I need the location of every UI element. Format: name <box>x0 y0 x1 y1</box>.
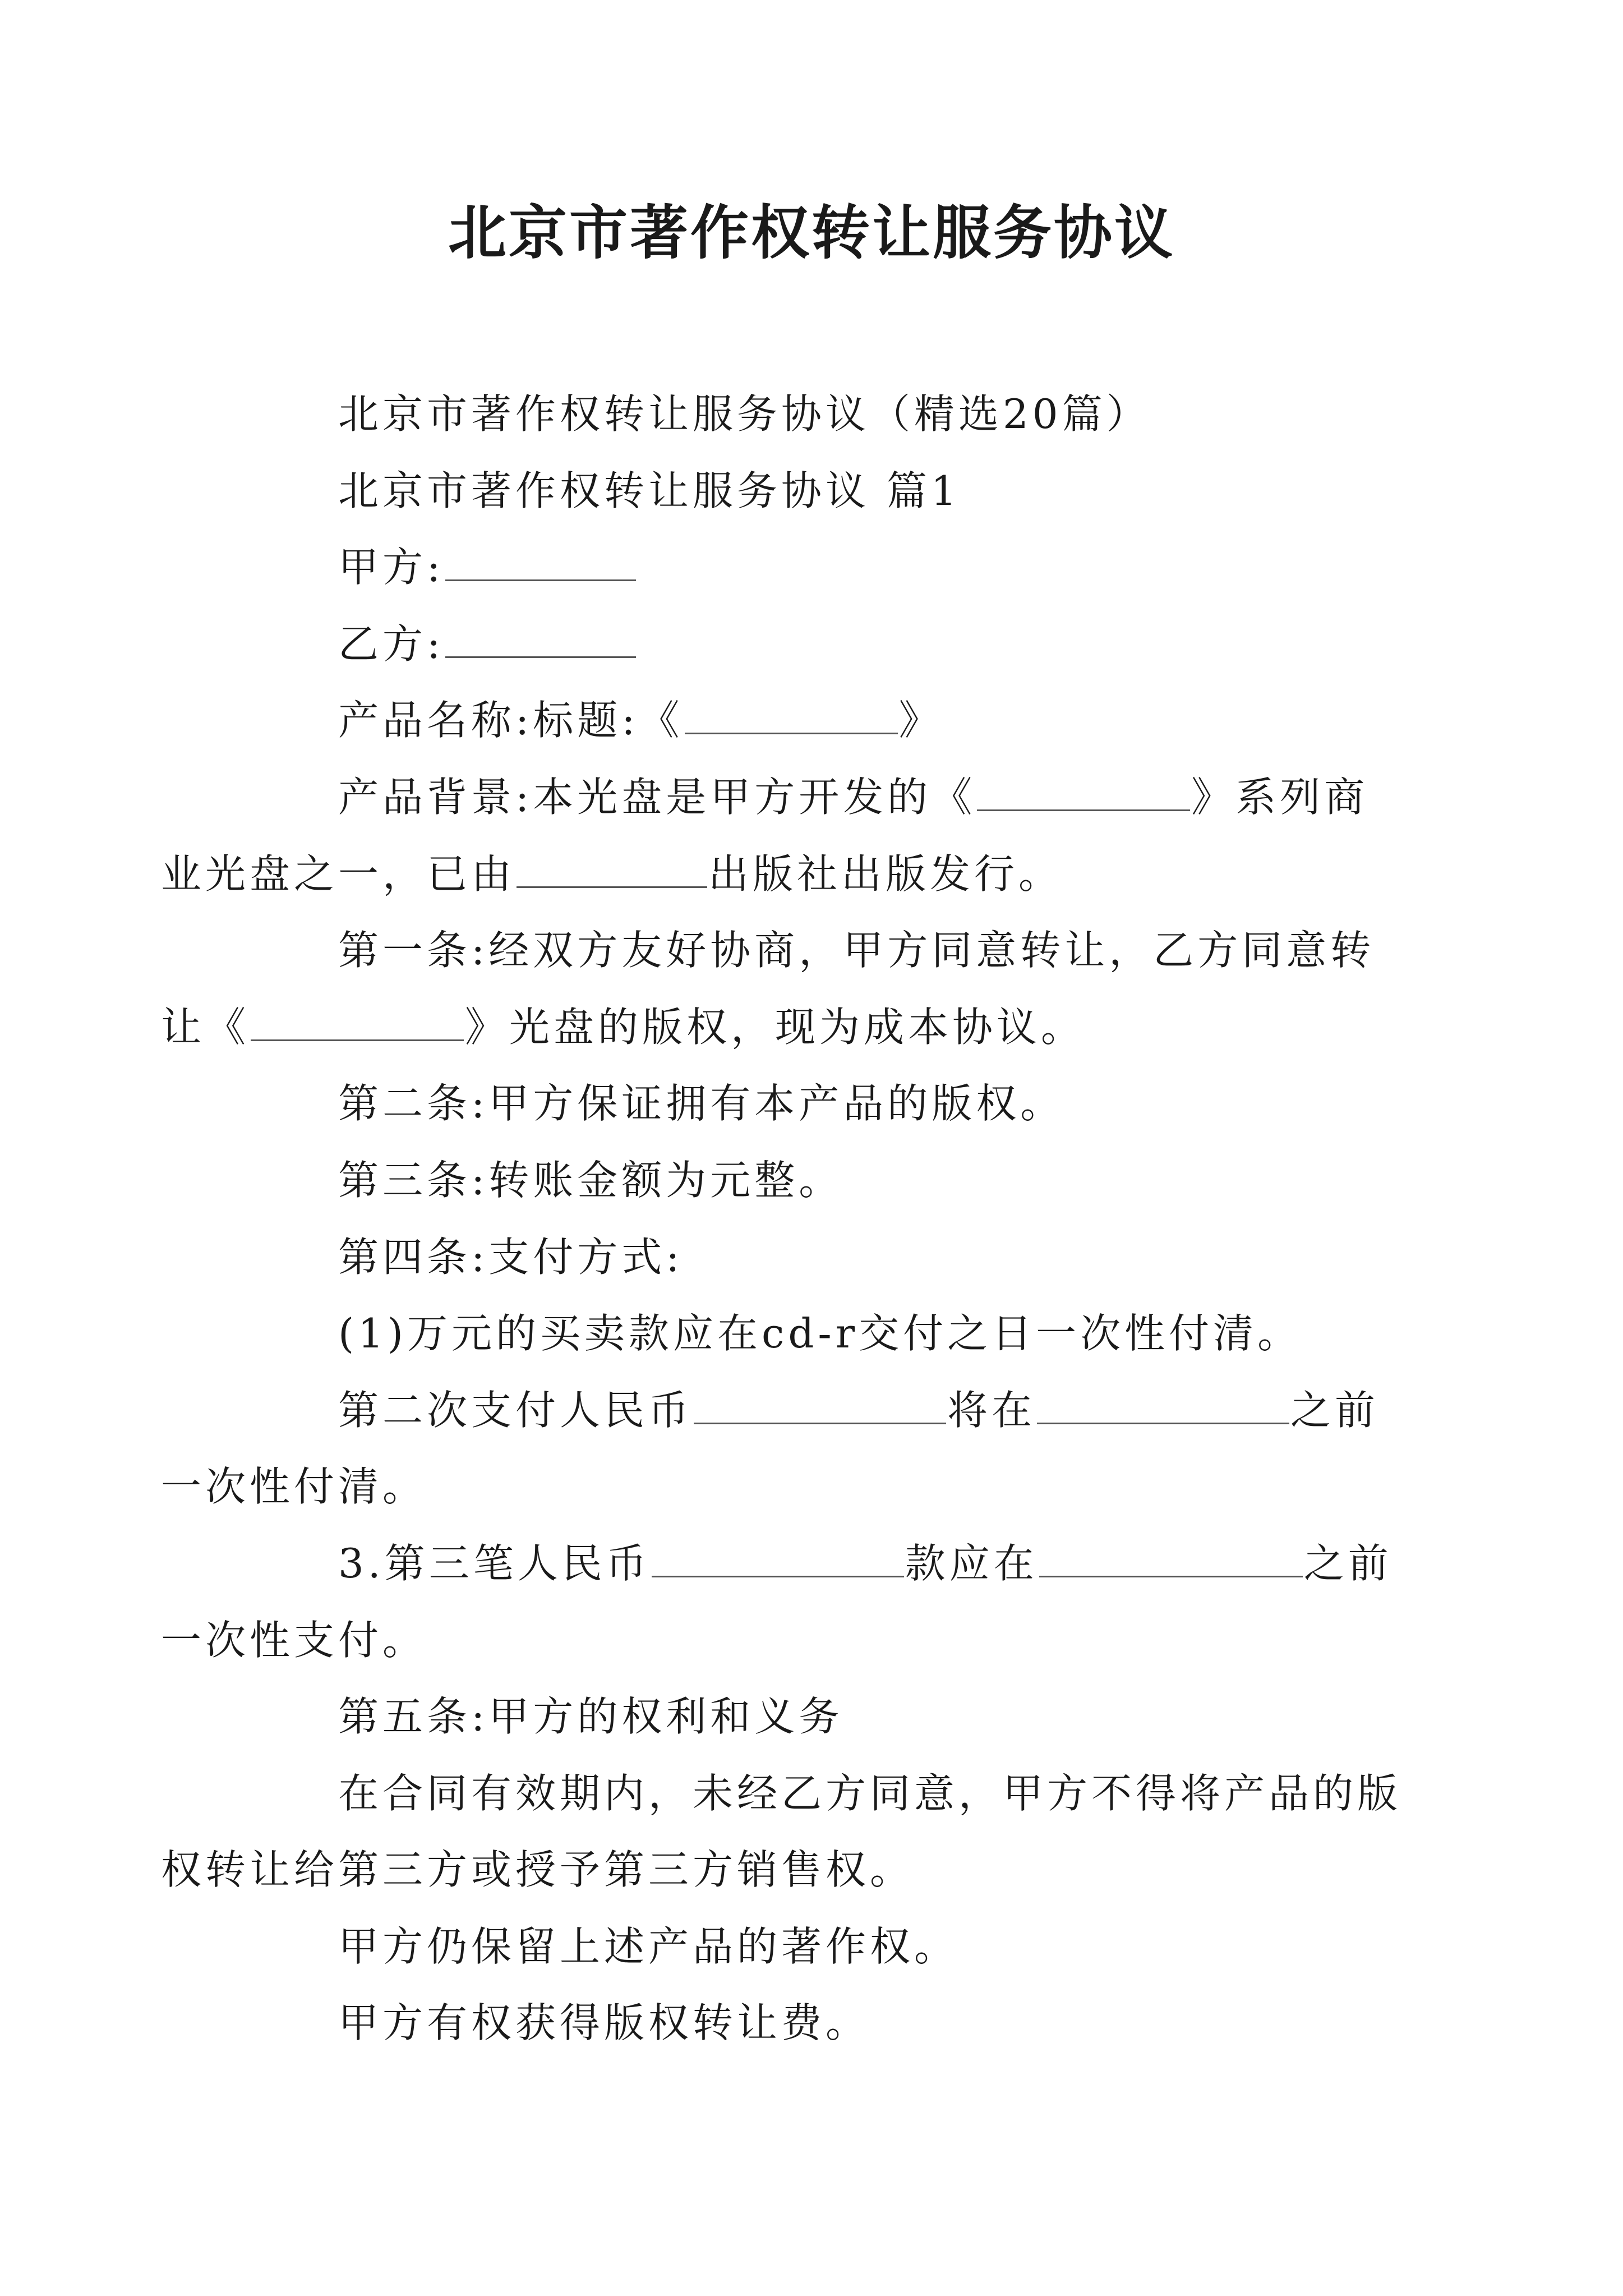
article-1-text-a: 第一条:经双方友好协商，甲方同意转让，乙方同意转 <box>338 927 1375 974</box>
paragraph-product-background <box>161 759 1382 912</box>
paragraph-payment-1: (1)万元的买卖款应在cd-r交付之日一次性付清。 <box>338 1310 1302 1358</box>
payment-3-text-b: 款应在 <box>905 1539 1038 1587</box>
background-series-blank <box>977 775 1190 811</box>
background-line-2 <box>161 836 1382 913</box>
payment-2-date-blank <box>1037 1388 1289 1424</box>
article-1-line-2 <box>161 989 1382 1066</box>
article-1-text-c: 》光盘的版权，现为成本协议。 <box>465 1003 1086 1051</box>
paragraph-article-3: 第三条:转账金额为元整。 <box>338 1156 843 1204</box>
document-title: 北京市著作权转让服务协议 <box>448 199 1175 267</box>
payment-3-line-2: 一次性支付。 <box>161 1616 427 1664</box>
paragraph-article-4: 第四条:支付方式: <box>338 1233 684 1281</box>
background-publisher-blank <box>517 852 707 888</box>
background-text-d: 出版社出版发行。 <box>708 850 1063 898</box>
paragraph-rights-3: 甲方有权获得版权转让费。 <box>338 1999 870 2047</box>
product-name-blank <box>685 698 898 734</box>
paragraph-party-a <box>250 529 1382 606</box>
paragraph-party-b <box>250 606 1382 683</box>
paragraph-payment-3 <box>161 1525 1393 1678</box>
background-text-b: 》系列商 <box>1191 773 1369 821</box>
payment-2-amount-blank <box>694 1388 946 1424</box>
paragraph-rights-1 <box>161 1755 1402 1908</box>
payment-3-date-blank <box>1039 1541 1303 1577</box>
rights-1-line-2: 权转让给第三方或授予第三方销售权。 <box>161 1846 915 1894</box>
payment-3-text-a: 3.第三笔人民币 <box>338 1539 651 1587</box>
payment-2-text-c: 之前 <box>1290 1386 1380 1434</box>
paragraph-article-1 <box>161 912 1382 1065</box>
payment-3-amount-blank <box>652 1541 904 1577</box>
payment-2-line-2: 一次性付清。 <box>161 1463 427 1511</box>
background-text-c: 业光盘之一，已由 <box>161 850 516 898</box>
article-1-text-b: 让《 <box>161 1003 250 1051</box>
paragraph-product-name <box>250 682 1382 759</box>
payment-2-text-a: 第二次支付人民币 <box>338 1386 693 1434</box>
paragraph-section-heading: 北京市著作权转让服务协议 篇1 <box>338 467 961 514</box>
party-b-blank <box>445 622 636 658</box>
paragraph-article-5: 第五条:甲方的权利和义务 <box>338 1693 843 1741</box>
article-1-blank <box>251 1005 464 1041</box>
payment-3-text-c: 之前 <box>1303 1539 1393 1587</box>
product-name-text: 产品名称:标题:《 <box>338 697 684 744</box>
paragraph-article-2: 第二条:甲方保证拥有本产品的版权。 <box>338 1080 1065 1128</box>
payment-2-text-b: 将在 <box>947 1386 1036 1434</box>
paragraph-subtitle: 北京市著作权转让服务协议（精选20篇） <box>338 390 1151 438</box>
background-text-a: 产品背景:本光盘是甲方开发的《 <box>338 773 976 821</box>
product-name-close: 》 <box>898 697 943 744</box>
party-b-label: 乙方: <box>338 620 445 668</box>
party-a-label: 甲方: <box>338 544 445 591</box>
party-a-blank <box>445 545 636 581</box>
document-body <box>161 376 1402 2062</box>
rights-1-text-a: 在合同有效期内，未经乙方同意，甲方不得将产品的版 <box>338 1769 1402 1817</box>
paragraph-rights-2: 甲方仍保留上述产品的著作权。 <box>338 1922 959 1970</box>
paragraph-payment-2 <box>161 1372 1382 1525</box>
